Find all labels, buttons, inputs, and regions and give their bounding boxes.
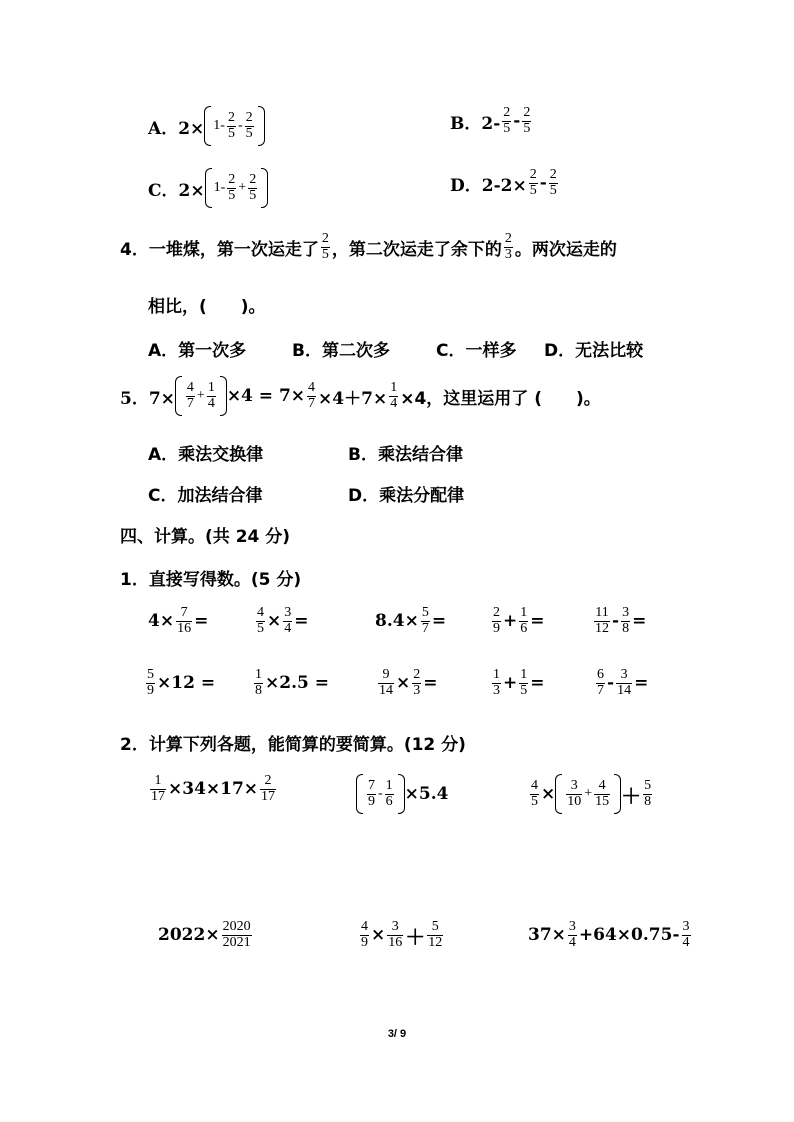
calc-expression-2: $\frac{7}{9}$ - $\frac{1}{6}$ ×5.4 <box>356 774 449 814</box>
fraction: $\frac{2}{3}$ <box>504 231 512 262</box>
fraction: $\frac{2}{5}$ <box>228 171 236 203</box>
fraction: $\frac{1}{3}$ <box>493 667 500 698</box>
fraction: $\frac{4}{9}$ <box>361 919 368 950</box>
fraction: $\frac{2}{5}$ <box>549 167 557 198</box>
fraction: $\frac{2}{5}$ <box>503 105 511 136</box>
subsection-1-title: 1．直接写得数。(5 分) <box>120 570 302 590</box>
subsection-2-title: 2．计算下列各题，能简算的要简算。(12 分) <box>120 735 466 755</box>
fraction: $\frac{5}{8}$ <box>644 777 652 809</box>
question-4-line2: 相比，( )。 <box>148 297 266 317</box>
q3-option-c <box>148 168 268 208</box>
fraction: $\frac{1}{17}$ <box>151 773 165 804</box>
fraction: $\frac{4}{7}$ <box>186 379 194 411</box>
fraction: $\frac{1}{4}$ <box>207 379 215 411</box>
calc-expression-4: 2022× $\frac{2020}{2021}$ <box>158 919 251 950</box>
fraction: $\frac{7}{9}$ <box>368 777 375 809</box>
fraction: $\frac{4}{15}$ <box>595 777 610 809</box>
option-label: A．2× <box>148 118 205 139</box>
fraction: $\frac{4}{7}$ <box>308 379 316 411</box>
fraction: $\frac{3}{10}$ <box>567 777 582 809</box>
direct-item: 8.4× $\frac{5}{7}$ = <box>375 605 447 636</box>
parenthesis-group: 1- $\frac{2}{5}$ + $\frac{2}{5}$ <box>205 168 269 208</box>
fraction: $\frac{5}{12}$ <box>428 919 443 950</box>
fraction: $\frac{2020}{2021}$ <box>222 919 251 950</box>
fraction: $\frac{2}{5}$ <box>523 105 531 136</box>
q5-option-b: B．乘法结合律 <box>348 445 463 465</box>
q3-option-b: B．2- $\frac{2}{5}$ - $\frac{2}{5}$ <box>450 105 531 136</box>
fraction: $\frac{1}{5}$ <box>520 667 528 698</box>
fraction: $\frac{2}{3}$ <box>413 667 421 698</box>
q4-option-d: D．无法比较 <box>544 341 644 361</box>
option-label: B．2- <box>450 113 501 134</box>
fraction: $\frac{4}{5}$ <box>257 605 264 636</box>
fraction: $\frac{2}{9}$ <box>493 605 500 636</box>
fraction: $\frac{3}{4}$ <box>568 919 576 950</box>
direct-item: $\frac{5}{9}$ ×12 = <box>147 667 216 698</box>
calc-expression-6: 37× $\frac{3}{4}$ +64×0.75- $\frac{3}{4}$ <box>528 919 690 950</box>
fraction: $\frac{4}{5}$ <box>531 777 538 809</box>
parenthesis-group: $\frac{3}{10}$ + $\frac{4}{15}$ <box>555 774 621 814</box>
direct-item: $\frac{4}{5}$ × $\frac{3}{4}$ = <box>257 605 309 636</box>
fraction: $\frac{6}{7}$ <box>597 667 604 698</box>
fraction: $\frac{2}{5}$ <box>227 109 235 141</box>
page-number: 3/ 9 <box>387 1028 407 1040</box>
option-label: C．2× <box>148 180 205 201</box>
fraction: $\frac{5}{9}$ <box>147 667 154 698</box>
question-5: 5．7× $\frac{4}{7}$ + $\frac{1}{4}$ ×4 = 7× $\frac{4}{7}$ ×4＋7× $\frac{1}{4}$ ×4，这里运用了 ( )。 <box>120 376 601 416</box>
q3-option-d: D．2-2× $\frac{2}{5}$ - $\frac{2}{5}$ <box>450 167 557 198</box>
fraction: $\frac{3}{4}$ <box>682 919 690 950</box>
fraction: $\frac{2}{5}$ <box>249 171 257 203</box>
question-4: 4．一堆煤，第一次运走了 $\frac{2}{5}$ ，第二次运走了余下的 $\frac{2}{3}$ 。两次运走的 <box>120 231 617 262</box>
fraction: $\frac{1}{4}$ <box>390 379 398 411</box>
direct-item: 4× $\frac{7}{16}$ = <box>148 605 209 636</box>
fraction: $\frac{11}{12}$ <box>595 605 609 636</box>
fraction: $\frac{3}{8}$ <box>622 605 630 636</box>
q5-option-c: C．加法结合律 <box>148 486 263 506</box>
q5-option-a: A．乘法交换律 <box>148 445 264 465</box>
q4-option-c: C．一样多 <box>436 341 517 361</box>
section-title: 四、计算。(共 24 分) <box>120 527 291 547</box>
fraction: $\frac{2}{5}$ <box>529 167 537 198</box>
fraction: $\frac{9}{14}$ <box>379 667 393 698</box>
fraction: $\frac{1}{6}$ <box>385 777 393 809</box>
parenthesis-group: $\frac{4}{7}$ + $\frac{1}{4}$ <box>175 376 227 416</box>
fraction: $\frac{1}{6}$ <box>520 605 528 636</box>
option-label: D．2-2× <box>450 175 527 196</box>
fraction: $\frac{3}{4}$ <box>284 605 292 636</box>
fraction: $\frac{2}{17}$ <box>261 773 276 804</box>
q4-option-b: B．第二次多 <box>292 341 390 361</box>
direct-item: $\frac{6}{7}$ - $\frac{3}{14}$ = <box>597 667 649 698</box>
fraction: $\frac{3}{14}$ <box>617 667 632 698</box>
q3-option-a <box>148 106 265 146</box>
fraction: $\frac{2}{5}$ <box>321 231 329 262</box>
fraction: $\frac{5}{7}$ <box>421 605 429 636</box>
parenthesis-group: $\frac{7}{9}$ - $\frac{1}{6}$ <box>356 774 405 814</box>
fraction: $\frac{2}{5}$ <box>245 109 253 141</box>
fraction: $\frac{7}{16}$ <box>177 605 192 636</box>
direct-item: $\frac{2}{9}$ + $\frac{1}{6}$ = <box>493 605 545 636</box>
fraction: $\frac{3}{16}$ <box>388 919 403 950</box>
fraction: $\frac{1}{8}$ <box>255 667 262 698</box>
q5-option-d: D．乘法分配律 <box>348 486 465 506</box>
parenthesis-group: 1- $\frac{2}{5}$ - $\frac{2}{5}$ <box>204 106 264 146</box>
calc-expression-5: $\frac{4}{9}$ × $\frac{3}{16}$ ＋ $\frac{5}{12}$ <box>361 919 443 950</box>
calc-expression-3: $\frac{4}{5}$ × $\frac{3}{10}$ + $\frac{4}{15}$ ＋ $\frac{5}{8}$ <box>528 774 654 814</box>
direct-item: $\frac{1}{8}$ ×2.5 = <box>255 667 329 698</box>
q4-option-a: A．第一次多 <box>148 341 247 361</box>
calc-expression-1: $\frac{1}{17}$ ×34×17× $\frac{2}{17}$ <box>151 773 276 804</box>
direct-item: $\frac{1}{3}$ + $\frac{1}{5}$ = <box>493 667 545 698</box>
direct-item: $\frac{9}{14}$ × $\frac{2}{3}$ = <box>379 667 438 698</box>
direct-item: $\frac{11}{12}$ - $\frac{3}{8}$ = <box>595 605 647 636</box>
